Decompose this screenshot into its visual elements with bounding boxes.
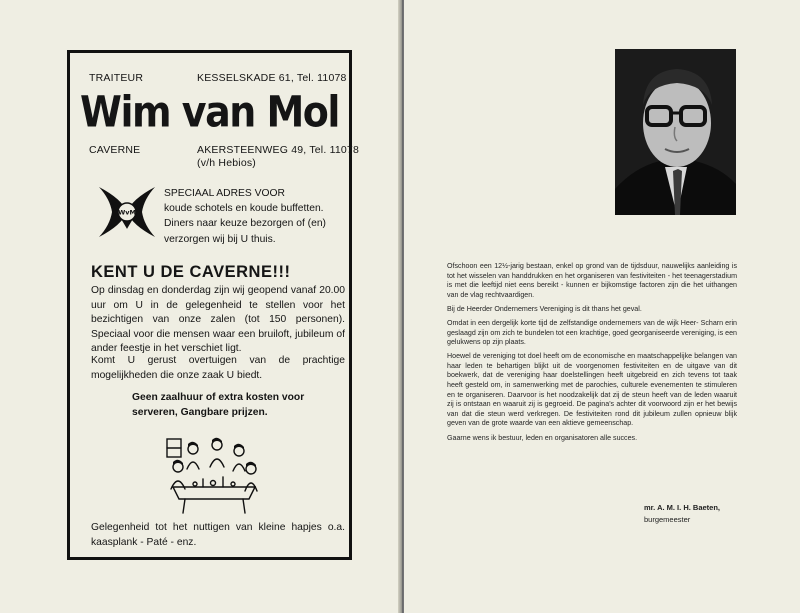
portrait-image (615, 49, 736, 215)
caverne-note: (v/h Hebios) (197, 157, 257, 169)
foreword-paragraph: Omdat in een dergelijk korte tijd de zelfstandige ondernemers van de wijk Heer- Scharn erin geslaagd zijn om zich te bundelen tot een krachtige, goed georganiseerde vereniging, is een gelukwens op zijn plaats. (447, 318, 737, 347)
portrait-photo (615, 49, 736, 215)
right-page (404, 0, 800, 613)
invitation-paragraph: Komt U gerust overtuigen van de prachtige mogelijkheden die onze zaak U biedt. (91, 355, 345, 381)
caverne-label: CAVERNE (89, 144, 141, 156)
caverne-address: AKERSTEENWEG 49, Tel. 11078 (197, 144, 359, 156)
services-line: verzorgen wij bij U thuis. (164, 233, 276, 245)
advertisement-box (67, 50, 359, 560)
logo-lettering: WvM (118, 208, 136, 217)
services-list (164, 186, 352, 247)
foreword-text (447, 262, 737, 448)
services-line: Diners naar keuze bezorgen of (en) (164, 218, 326, 230)
foreword-paragraph: Bij de Heerder Ondernemers Vereniging is dit thans het geval. (447, 304, 642, 313)
foreword-paragraph: Hoewel de vereniging tot doel heeft om de economische en maatschappelijke belangen van haar leden te behartigen blijkt uit de voorgenomen festiviteiten en de uitgave van dit boekwerk, dat de vereniging haar doelstellingen heeft uitgebreid en zich tevens tot taak heeft gesteld om, in samenwerking met de parochies, culturele evenementen te stimuleren en te organiseren. Daarvoor is het noodzakelijk dat zij de steun heeft van de leden waaruit zij is ontstaan en waaruit zij is gegroeid. De pagina's achter dit voorwoord zijn er het bewijs van dat die steun werd verkregen. De festiviteiten rond dit jubileum zullen opnieuw blijk geven van de grote waarde van een aktieve gemeenschap. (447, 352, 737, 428)
services-line: SPECIAAL ADRES VOOR (164, 188, 285, 199)
pricing-note: Geen zaalhuur of extra kosten voor serveren, Gangbare prijzen. (132, 392, 305, 418)
headline: KENT U DE CAVERNE!!! (91, 263, 291, 281)
dinner-party-illustration (163, 435, 263, 515)
services-line: koude schotels en koude buffetten. (164, 203, 324, 215)
signature-name: mr. A. M. I. H. Baeten, (644, 503, 720, 512)
ad-footer: Gelegenheid tot het nuttigen van kleine hapjes o.a. kaasplank - Paté - enz. (91, 522, 345, 548)
caverne-paragraph: Op dinsdag en donderdag zijn wij geopend vanaf 20.00 uur om U in de gelegenheid te stellen voor het bezichtigen van onze zalen (tot 150 personen). Speciaal voor die mensen waar een bruiloft, jubileum of ander feestje in het verschiet ligt. (91, 285, 345, 355)
brand-name: Wim van Mol (80, 87, 339, 137)
foreword-paragraph: Gaarne wens ik bestuur, leden en organisatoren alle succes. (447, 433, 638, 442)
traiteur-address: KESSELSKADE 61, Tel. 11078 (197, 72, 347, 84)
foreword-paragraph: Ofschoon een 12½-jarig bestaan, enkel op grond van de tijdsduur, nauwelijks aanleiding is tot het wisselen van handdrukken en het organiseren van festiviteiten - het teenagerstadium is met die leeftijd niet eens bereikt - kunnen er bijkomstige factoren zijn die het uithangen van de vlag rechtvaardigen. (447, 262, 737, 299)
wvm-logo-icon (96, 181, 158, 243)
signature-title: burgemeester (644, 515, 691, 524)
traiteur-label: TRAITEUR (89, 72, 144, 84)
